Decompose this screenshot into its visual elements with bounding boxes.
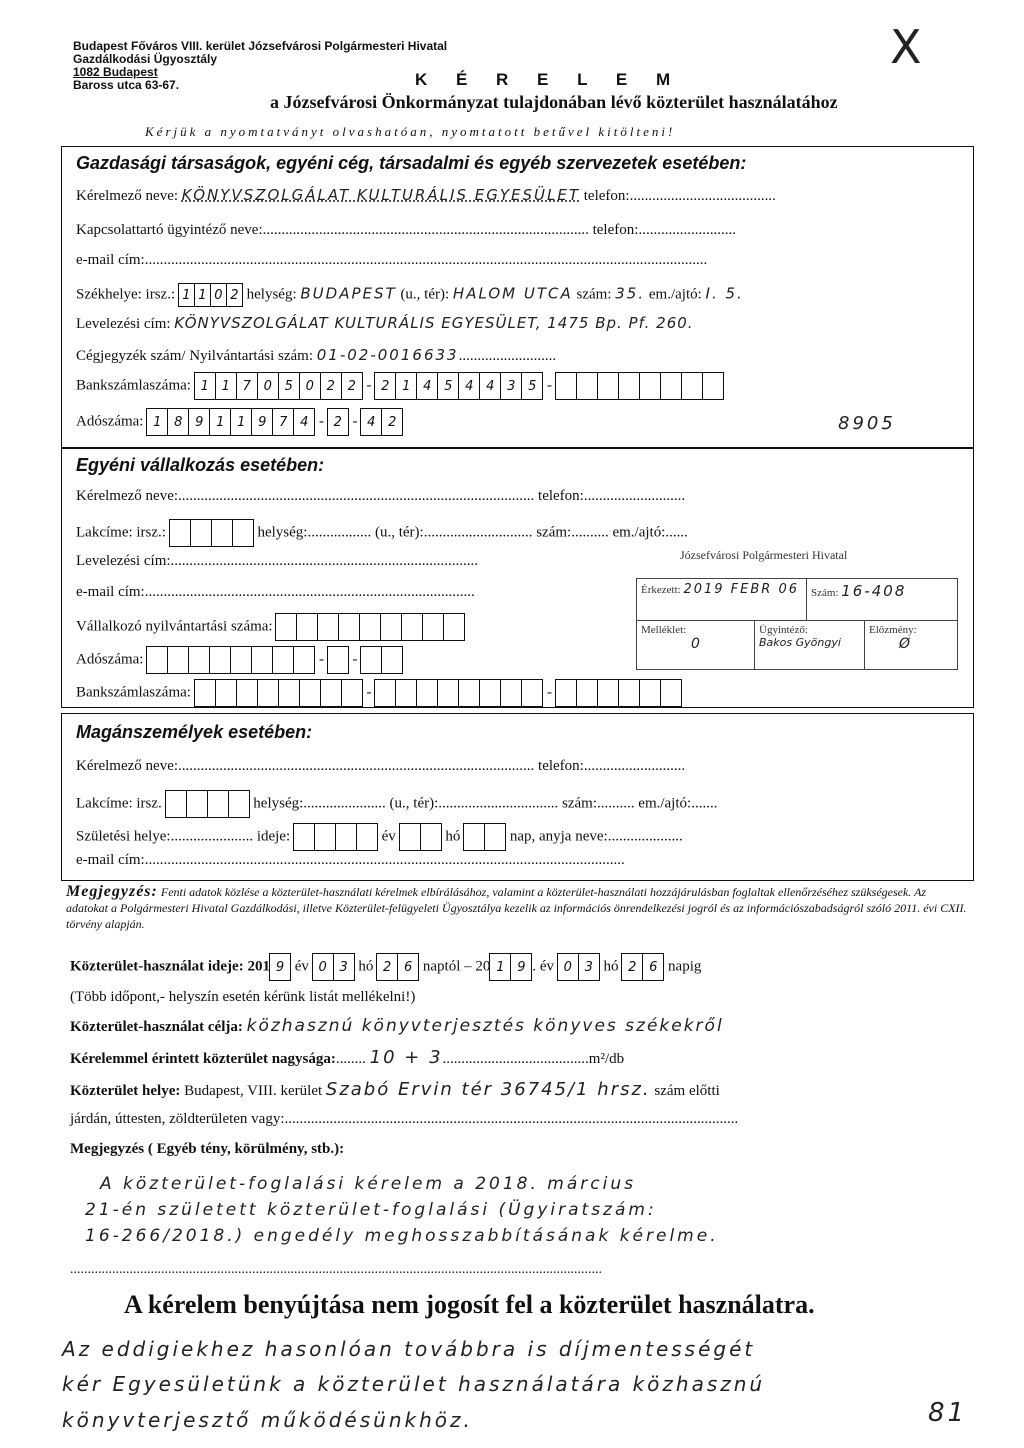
zip-cell[interactable] — [165, 790, 187, 818]
bank-cell[interactable]: 1 — [194, 372, 216, 400]
digit-cell[interactable]: 3 — [578, 953, 600, 981]
remarks-line-3[interactable]: 16-266/2018.) engedély meghosszabbításának kérelme. — [85, 1226, 719, 1246]
pp-day-label: nap, anyja neve: — [509, 828, 608, 845]
bank-cell[interactable] — [257, 679, 279, 707]
bank-cell[interactable] — [576, 679, 598, 707]
stamp-clerk-cell — [755, 621, 865, 669]
company-section-title: Gazdasági társaságok, egyéni cég, társadalmi és egyéb szervezetek esetében: — [76, 153, 747, 173]
sole-trader-section-title: Egyéni vállalkozás esetében: — [76, 455, 325, 475]
bank-row: Bankszámlaszáma: 1 1 7 0 5 0 2 2 - 2 1 4 5 4 4 3 5 - — [76, 372, 724, 400]
stamp-previous-label: Előzmény: — [869, 624, 917, 636]
applicant-label: Kérelmező neve: — [76, 188, 179, 204]
start-month-cells[interactable] — [313, 953, 355, 981]
zip-cell[interactable] — [232, 519, 254, 547]
org-postcode: 1082 Budapest — [73, 65, 158, 79]
zip-cell[interactable] — [211, 519, 233, 547]
tax-row: Adószáma: 1 8 9 1 1 9 7 4 - 2 - 4 2 — [76, 408, 403, 436]
registry-cell[interactable] — [296, 613, 318, 641]
form-subtitle: a Józsefvárosi Önkormányzat tulajdonában lévő közterület használatához — [270, 92, 838, 112]
end-year-prefix: 20 — [475, 958, 491, 975]
bank-cell[interactable] — [341, 679, 363, 707]
bank-cell[interactable] — [299, 679, 321, 707]
registry-cell[interactable] — [275, 613, 297, 641]
stamp-received-value: 2019 FEBR 06 — [683, 582, 799, 597]
bank-cell[interactable]: 2 — [341, 372, 363, 400]
org-name: Budapest Főváros VIII. kerület Józsefvárosi Polgármesteri Hivatal — [73, 39, 448, 53]
tax-cell[interactable] — [293, 646, 315, 674]
bank-cells-1[interactable] — [195, 372, 363, 400]
bank-cell[interactable] — [639, 372, 661, 400]
bank-cell[interactable] — [660, 372, 682, 400]
bank-cell[interactable] — [500, 679, 522, 707]
end-month-cells[interactable] — [558, 953, 600, 981]
pp-month-cells[interactable] — [400, 823, 442, 851]
bank-cell[interactable]: 2 — [374, 372, 396, 400]
start-month-label: hó — [358, 958, 374, 975]
tax-cell[interactable] — [251, 646, 273, 674]
bank-cell[interactable] — [660, 679, 682, 707]
bank-cell[interactable] — [597, 679, 619, 707]
pp-number-label: szám: — [562, 795, 598, 812]
st-tax-label: Adószáma: — [76, 651, 144, 668]
zip-cell[interactable] — [169, 519, 191, 547]
usage-period-row: Közterület-használat ideje: 201 9 év 0 3 hó 2 6 naptól – 20 1 9 . év 0 3 hó 2 6 napig — [70, 953, 701, 981]
tax-cell[interactable] — [381, 646, 403, 674]
zip-cell[interactable]: 0 — [210, 283, 227, 307]
tax-cell[interactable]: 7 — [272, 408, 294, 436]
location-label: Közterület helye: — [70, 1083, 181, 1099]
st-mail-row: Levelezési cím:.................................................................................. — [76, 553, 479, 569]
tax-cell[interactable] — [272, 646, 294, 674]
start-day-cells[interactable] — [377, 953, 419, 981]
pp-email-row: e-mail cím:................................................................................................................................ — [76, 852, 625, 868]
registry-stamp — [636, 578, 958, 670]
fill-instruction: Kérjük a nyomtatványt olvashatóan, nyomtatott betűvel kitölteni! — [145, 124, 676, 139]
stamp-attachment-label: Melléklet: — [641, 624, 687, 636]
bank-cell[interactable]: 5 — [437, 372, 459, 400]
tax-cell[interactable]: 1 — [209, 408, 231, 436]
stamp-received-cell — [637, 579, 807, 621]
bank-cell[interactable]: 1 — [215, 372, 237, 400]
footer-handwriting-3: könyvterjesztő működésünkhöz. — [62, 1408, 473, 1432]
digit-cell[interactable]: 0 — [312, 953, 334, 981]
tax-cell[interactable]: 8 — [167, 408, 189, 436]
st-applicant-row: Kérelmező neve:............................................................................................... telefon:........................... — [76, 488, 686, 504]
digit-cell[interactable]: 9 — [510, 953, 532, 981]
pp-floor-label: em./ajtó: — [638, 795, 692, 812]
stamp-attachment-value: 0 — [691, 636, 702, 652]
corner-mark: X — [890, 20, 922, 74]
tax-cells-2[interactable] — [328, 408, 349, 436]
org-department: Gazdálkodási Ügyosztály — [73, 52, 218, 66]
end-month-label: hó — [603, 958, 619, 975]
applicant-value[interactable]: KÖNYVSZOLGÁLAT KULTURÁLIS EGYESÜLET — [181, 186, 580, 204]
mail-value[interactable]: KÖNYVSZOLGÁLAT KULTURÁLIS EGYESÜLET, 1475 Bp. Pf. 260. — [174, 314, 694, 332]
private-person-section-title: Magánszemélyek esetében: — [76, 722, 313, 742]
start-year-cell[interactable] — [270, 953, 291, 981]
tax-cell[interactable]: 2 — [381, 408, 403, 436]
zip-cell[interactable] — [207, 790, 229, 818]
footer-handwriting-1: Az eddigiekhez hasonlóan továbbra is díjmentességét — [62, 1337, 756, 1361]
bank-cell[interactable]: 4 — [458, 372, 480, 400]
st-registry-cells[interactable] — [276, 613, 465, 641]
st-floor-label: em./ajtó: — [612, 524, 666, 541]
bank-cell[interactable]: 0 — [299, 372, 321, 400]
stamp-attachment-cell — [637, 621, 755, 669]
contact-label: Kapcsolattartó ügyintéző neve: — [76, 222, 263, 238]
pp-zip-cells[interactable] — [166, 790, 250, 818]
bank-cell[interactable] — [215, 679, 237, 707]
footer-handwriting-2: kér Egyesületünk a közterület használatára közhasznú — [62, 1372, 766, 1396]
st-registry-row — [76, 613, 465, 641]
size-value[interactable]: 10 + 3 — [369, 1047, 443, 1068]
number-label: szám: — [576, 286, 612, 303]
bank-label: Bankszámlaszáma: — [76, 377, 191, 394]
stamp-number-label: Szám: — [811, 587, 839, 599]
registry-cell[interactable] — [380, 613, 402, 641]
multi-note: (Több időpont,- helyszín esetén kérünk listát mellékelni!) — [70, 989, 416, 1005]
stamp-clerk-value: Bakos Gyöngyi — [759, 636, 841, 649]
st-city-label: helység: — [257, 524, 308, 541]
stamp-clerk-label: Ügyintéző: — [759, 624, 808, 636]
year-cell[interactable] — [335, 823, 357, 851]
bank-cell[interactable] — [278, 679, 300, 707]
bank-cells-2[interactable] — [375, 372, 543, 400]
contact-row: Kapcsolattartó ügyintéző neve:....................................................................................... telefon:.......................... — [76, 222, 736, 238]
bank-cell[interactable]: 4 — [479, 372, 501, 400]
street-label: (u., tér): — [400, 286, 450, 303]
stamp-received-label: Érkezett: — [641, 584, 681, 596]
st-tax-row: Adószáma: - - — [76, 646, 403, 674]
org-street: Baross utca 63-67. — [73, 78, 180, 92]
st-address-row: Lakcíme: irsz.: helység:................. (u., tér):............................. szám:.......... em./ajtó:...... — [76, 519, 688, 547]
location-prefix: Budapest, VIII. kerület — [184, 1083, 323, 1099]
st-applicant-label: Kérelmező neve: — [76, 488, 179, 504]
registry-cell[interactable] — [443, 613, 465, 641]
tax-cells-1[interactable] — [147, 408, 315, 436]
pp-year-cells[interactable] — [294, 823, 378, 851]
bank-cell[interactable]: 1 — [395, 372, 417, 400]
remarks-empty-line[interactable]: ........................................................................................................................................................ — [70, 1262, 602, 1277]
month-cell[interactable] — [399, 823, 421, 851]
tax-cell[interactable] — [188, 646, 210, 674]
st-bank-label: Bankszámlaszáma: — [76, 684, 191, 701]
end-year-cells[interactable] — [490, 953, 532, 981]
digit-cell[interactable]: 6 — [397, 953, 419, 981]
digit-cell[interactable]: 1 — [489, 953, 511, 981]
remarks-line-1[interactable]: A közterület-foglalási kérelem a 2018. március — [100, 1174, 636, 1194]
month-cell[interactable] — [420, 823, 442, 851]
bank-cell[interactable] — [576, 372, 598, 400]
bank-cell[interactable] — [236, 679, 258, 707]
sidewalk-label: járdán, úttesten, zöldterületen vagy: — [70, 1111, 285, 1127]
tax-cell[interactable]: 4 — [293, 408, 315, 436]
bank-cell[interactable] — [555, 679, 577, 707]
form-title: K É R E L E M — [415, 70, 683, 89]
privacy-note-text: Fenti adatok közlése a közterület-használati kérelmek elbírálásához, valamint a közterület-használati hozzájárulásban foglaltak ellenőrzéséhez szükségesek. Az adatokat a Polgármesteri Hivatal Gazdálkodási, illetve Közterület-felügyeleti Ügyosztálya kezelik az információs önrendelkezési jogról és az információszabadságról szóló 2011. évi CXII. törvény alapján. — [66, 885, 967, 931]
zip-cell[interactable] — [190, 519, 212, 547]
city-value[interactable]: BUDAPEST — [300, 284, 397, 303]
purpose-row — [70, 1016, 724, 1036]
size-label: Kérelemmel érintett közterület nagysága: — [70, 1051, 336, 1067]
bank-cell[interactable] — [618, 372, 640, 400]
digit-cell[interactable]: 0 — [557, 953, 579, 981]
bank-cell[interactable] — [320, 679, 342, 707]
bank-cell[interactable] — [597, 372, 619, 400]
bank-cell[interactable] — [618, 679, 640, 707]
sidewalk-row: járdán, úttesten, zöldterületen vagy:......................................................................................................................... — [70, 1111, 739, 1127]
st-number-label: szám: — [536, 524, 572, 541]
registry-cell[interactable] — [317, 613, 339, 641]
seat-row — [76, 283, 744, 307]
page-mark: 81 — [928, 1398, 968, 1428]
pp-address-label: Lakcíme: irsz. — [76, 795, 162, 812]
footer-notice: A kérelem benyújtása nem jogosít fel a közterület használatra. — [124, 1290, 815, 1319]
remarks-label: Megjegyzés ( Egyéb tény, körülmény, stb.): — [70, 1141, 345, 1157]
day-cell[interactable] — [463, 823, 485, 851]
seat-zip-cells[interactable] — [179, 283, 243, 307]
bank-cell[interactable] — [521, 679, 543, 707]
bank-cell[interactable] — [639, 679, 661, 707]
st-tax-cells-3[interactable] — [361, 646, 403, 674]
usage-period-label: Közterület-használat ideje: 201 — [70, 958, 270, 975]
year-cell[interactable] — [293, 823, 315, 851]
pp-address-row: Lakcíme: irsz. helység:...................... (u., tér):................................ szám:.......... em./ajtó:....... — [76, 790, 717, 818]
bank-cells-3[interactable] — [556, 372, 724, 400]
company-email-row: e-mail cím:...................................................................................................................................................... — [76, 252, 708, 268]
to-label: napig — [668, 958, 702, 975]
end-year-label: év — [539, 958, 555, 975]
location-row — [70, 1079, 720, 1100]
tax-cell[interactable] — [167, 646, 189, 674]
stamp-previous-value: Ø — [899, 636, 913, 652]
st-zip-cells[interactable] — [170, 519, 254, 547]
privacy-note — [66, 884, 971, 932]
size-unit: m²/db — [588, 1051, 625, 1067]
number-value[interactable]: 35. — [615, 284, 646, 303]
floor-value[interactable]: I. 5. — [705, 284, 744, 303]
pp-year-label: év — [381, 828, 396, 845]
registry-row: Cégjegyzék szám/ Nyilvántartási szám: 01-02-0016633.......................... — [76, 346, 557, 364]
street-value[interactable]: HALOM UTCA — [452, 284, 573, 303]
seat-label: Székhelye: irsz.: — [76, 286, 176, 303]
tax-cell[interactable] — [360, 646, 382, 674]
pp-street-label: (u., tér): — [389, 795, 439, 812]
margin-note: 8905 — [838, 413, 896, 434]
contact-phone-label: telefon: — [592, 222, 639, 238]
stamp-previous-cell — [865, 621, 957, 669]
purpose-label: Közterület-használat célja: — [70, 1019, 243, 1035]
st-bank-row: Bankszámlaszáma: - - — [76, 679, 682, 707]
st-registry-label: Vállalkozó nyilvántartási száma: — [76, 618, 273, 635]
stamp-number-value: 16-408 — [841, 582, 907, 600]
year-cell[interactable] — [356, 823, 378, 851]
zip-cell[interactable] — [228, 790, 250, 818]
from-label: naptól — [422, 958, 461, 975]
digit-cell[interactable]: 6 — [642, 953, 664, 981]
remarks-line-2[interactable]: 21-én született közterület-foglalási (Ügyiratszám: — [85, 1200, 657, 1220]
registry-label: Cégjegyzék szám/ Nyilvántartási szám: — [76, 348, 314, 364]
tax-cell[interactable] — [327, 646, 349, 674]
registry-cell[interactable] — [422, 613, 444, 641]
bank-cell[interactable]: 4 — [416, 372, 438, 400]
pp-month-label: hó — [445, 828, 461, 845]
st-address-label: Lakcíme: irsz.: — [76, 524, 166, 541]
bank-cell[interactable] — [702, 372, 724, 400]
year-cell[interactable] — [314, 823, 336, 851]
stamp-office: Józsefvárosi Polgármesteri Hivatal — [680, 548, 848, 562]
tax-cell[interactable]: 1 — [230, 408, 252, 436]
bank-cell[interactable] — [437, 679, 459, 707]
zip-cell[interactable]: 1 — [178, 283, 195, 307]
bank-cell[interactable] — [681, 372, 703, 400]
bank-cell[interactable] — [416, 679, 438, 707]
st-email-row: e-mail cím:........................................................................................ — [76, 584, 475, 600]
st-email-label: e-mail cím: — [76, 584, 145, 600]
bank-cell[interactable] — [479, 679, 501, 707]
email-label: e-mail cím: — [76, 252, 145, 268]
st-bank-cells-1[interactable] — [195, 679, 363, 707]
bank-cell[interactable]: 3 — [500, 372, 522, 400]
tax-cell[interactable]: 1 — [146, 408, 168, 436]
registry-cell[interactable] — [338, 613, 360, 641]
zip-cell[interactable]: 2 — [226, 283, 243, 307]
day-cell[interactable] — [484, 823, 506, 851]
digit-cell[interactable]: 2 — [621, 953, 643, 981]
tax-cell[interactable]: 9 — [188, 408, 210, 436]
st-bank-cells-2[interactable] — [375, 679, 543, 707]
phone-label: telefon: — [583, 188, 630, 204]
digit-cell[interactable]: 9 — [269, 953, 291, 981]
location-value[interactable]: Szabó Ervin tér 36745/1 hrsz. — [325, 1079, 651, 1100]
company-applicant-row: Kérelmező neve: KÖNYVSZOLGÁLAT KULTURÁLIS EGYESÜLET telefon:....................................... — [76, 186, 776, 204]
st-street-label: (u., tér): — [374, 524, 424, 541]
tax-cell[interactable]: 9 — [251, 408, 273, 436]
bank-cell[interactable]: 5 — [278, 372, 300, 400]
bank-cell[interactable] — [374, 679, 396, 707]
pp-day-cells[interactable] — [464, 823, 506, 851]
digit-cell[interactable]: 2 — [376, 953, 398, 981]
pp-applicant-row: Kérelmező neve:............................................................................................... telefon:........................... — [76, 758, 686, 774]
tax-cell[interactable] — [146, 646, 168, 674]
mail-row — [76, 314, 694, 333]
st-bank-cells-3[interactable] — [556, 679, 682, 707]
registry-value[interactable]: 01-02-0016633 — [316, 346, 459, 364]
purpose-value[interactable]: közhasznú könyvterjesztés könyves székekről — [246, 1016, 724, 1036]
mail-label: Levelezési cím: — [76, 316, 171, 332]
floor-label: em./ajtó: — [648, 286, 702, 303]
pp-applicant-label: Kérelmező neve: — [76, 758, 179, 774]
zip-cell[interactable] — [186, 790, 208, 818]
pp-phone-label: telefon: — [538, 758, 584, 774]
pp-city-label: helység: — [253, 795, 304, 812]
zip-cell[interactable]: 1 — [194, 283, 211, 307]
st-tax-cells-2[interactable] — [328, 646, 349, 674]
bank-cell[interactable]: 0 — [257, 372, 279, 400]
privacy-note-label: Megjegyzés: — [66, 883, 158, 900]
bank-cell[interactable] — [458, 679, 480, 707]
tax-cell[interactable]: 4 — [360, 408, 382, 436]
tax-cells-3[interactable] — [361, 408, 403, 436]
tax-label: Adószáma: — [76, 413, 144, 430]
pp-birthdate-label: ideje: — [256, 828, 291, 845]
tax-cell[interactable] — [230, 646, 252, 674]
bank-cell[interactable] — [194, 679, 216, 707]
bank-cell[interactable]: 7 — [236, 372, 258, 400]
st-tax-cells-1[interactable] — [147, 646, 315, 674]
registry-cell[interactable] — [359, 613, 381, 641]
start-year-label: év — [294, 958, 309, 975]
city-label: helység: — [246, 286, 297, 303]
bank-cell[interactable] — [555, 372, 577, 400]
tax-cell[interactable] — [209, 646, 231, 674]
stamp-number-cell — [807, 579, 957, 621]
pp-birthplace-label: Születési helye: — [76, 828, 171, 845]
bank-cell[interactable]: 2 — [320, 372, 342, 400]
pp-birth-row: Születési helye:...................... ideje: év hó nap, anyja neve:.................... — [76, 823, 683, 851]
bank-cell[interactable] — [395, 679, 417, 707]
st-mail-label: Levelezési cím: — [76, 553, 171, 569]
end-day-cells[interactable] — [622, 953, 664, 981]
location-suffix: szám előtti — [654, 1083, 720, 1099]
digit-cell[interactable]: 3 — [333, 953, 355, 981]
tax-cell[interactable]: 2 — [327, 408, 349, 436]
bank-cell[interactable]: 5 — [521, 372, 543, 400]
size-row: Kérelemmel érintett közterület nagysága:........ 10 + 3.......................................m²/db — [70, 1047, 625, 1068]
st-phone-label: telefon: — [538, 488, 584, 504]
registry-cell[interactable] — [401, 613, 423, 641]
pp-email-label: e-mail cím: — [76, 852, 145, 868]
